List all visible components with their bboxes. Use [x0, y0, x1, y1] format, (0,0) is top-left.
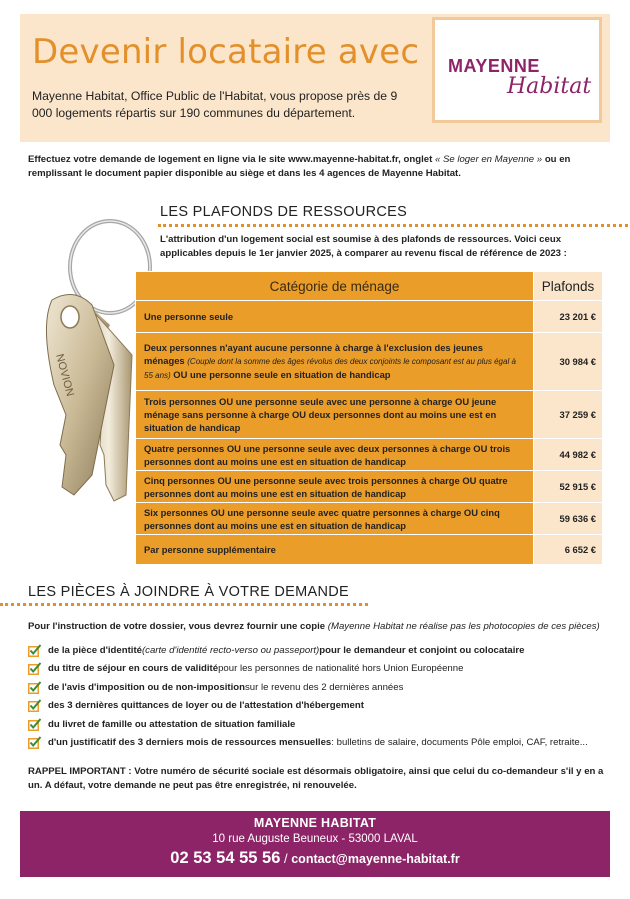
row-value: 59 636 €: [534, 503, 603, 535]
row-value: 44 982 €: [534, 439, 603, 471]
footer-org-name: MAYENNE HABITAT: [253, 816, 377, 830]
column-header-categorie: Catégorie de ménage: [136, 272, 534, 301]
row-category: Par personne supplémentaire: [136, 535, 534, 565]
row-value: 30 984 €: [534, 333, 603, 391]
row-category: Quatre personnes OU une personne seule avec deux personnes à charge OU trois personnes dont au moins une est en situation de handicap: [136, 439, 534, 471]
row-value: 6 652 €: [534, 535, 603, 565]
list-item: [28, 715, 618, 734]
row-category: Cinq personnes OU une personne seule avec trois personnes à charge OU quatre personnes dont au moins une est en situation de handicap: [136, 471, 534, 503]
logo-text-top: MAYENNE: [448, 56, 540, 76]
row-category-end: OU une personne seule en situation de handicap: [173, 369, 391, 380]
checkbox-checked-icon: [28, 718, 42, 731]
header-banner: [20, 14, 610, 142]
plafonds-intro: L'attribution d'un logement social est soumise à des plafonds de ressources. Voici ceux applicables depuis le 1er janvier 2025, à comparer au revenu fiscal de référence de 2023 :: [160, 234, 567, 259]
footer-address: 10 rue Auguste Beuneux - 53000 LAVAL: [212, 833, 418, 845]
mayenne-habitat-logo: [432, 17, 602, 123]
list-item: [28, 734, 618, 753]
list-item: [28, 697, 618, 716]
rappel-important: RAPPEL IMPORTANT : Votre numéro de sécurité sociale est désormais obligatoire, ainsi que celui du co-demandeur s'il y en a un. A défaut, votre demande ne peut pas être enregistrée, ni renouvelée.: [28, 766, 604, 791]
column-header-plafonds: Plafonds: [534, 272, 603, 301]
table-row: [136, 503, 603, 535]
page-title: Devenir locataire avec: [32, 32, 420, 72]
logo-text-bottom: Habitat: [507, 74, 592, 99]
lead-emphasis: « Se loger en Mayenne »: [434, 154, 543, 165]
dotted-divider: [0, 603, 368, 606]
item-bold: de l'avis d'imposition ou de non-imposition: [48, 681, 245, 693]
checkbox-checked-icon: [28, 699, 42, 712]
pieces-checklist: [28, 641, 618, 752]
item-bold: des 3 dernières quittances de loyer ou de l'attestation d'hébergement: [48, 700, 364, 712]
svg-text:NOVION: NOVION: [53, 352, 76, 398]
checkbox-checked-icon: [28, 681, 42, 694]
item-note: (carte d'identité recto-verso ou passeport): [141, 644, 320, 656]
checkbox-checked-icon: [28, 644, 42, 657]
item-bold: du titre de séjour en cours de validité: [48, 663, 219, 675]
row-value: 23 201 €: [534, 301, 603, 333]
list-item: [28, 678, 618, 697]
item-rest: : bulletins de salaire, documents Pôle emploi, CAF, retraite...: [331, 737, 588, 749]
row-category-note: (Couple dont la somme des âges révolus des deux conjoints le composant est au plus égal à 55 ans): [144, 357, 516, 380]
dotted-divider: [158, 224, 628, 227]
table-row: [136, 439, 603, 471]
row-category: Une personne seule: [136, 301, 534, 333]
row-value: 37 259 €: [534, 391, 603, 439]
table-row: [136, 333, 603, 391]
pieces-intro: [28, 621, 600, 632]
list-item: [28, 660, 618, 679]
pieces-intro-note: (Mayenne Habitat ne réalise pas les photocopies de ces pièces): [325, 621, 600, 632]
checkbox-checked-icon: [28, 662, 42, 675]
lead-paragraph: [28, 153, 608, 181]
lead-text-1: Effectuez votre demande de logement en ligne via le site www.mayenne-habitat.fr, onglet: [28, 154, 435, 165]
footer-contact: [20, 811, 610, 877]
section-title-pieces: LES PIÈCES À JOINDRE À VOTRE DEMANDE: [28, 584, 350, 600]
item-bold: d'un justificatif des 3 derniers mois de ressources mensuelles: [48, 737, 332, 749]
footer-phone[interactable]: 02 53 54 55 56: [170, 849, 281, 867]
footer-contact-line: [20, 849, 610, 868]
item-rest: sur le revenu des 2 dernières années: [244, 681, 404, 693]
item-rest: pour les personnes de nationalité hors Union Européenne: [218, 663, 464, 675]
row-category: Trois personnes OU une personne seule avec une personne à charge OU jeune ménage sans personne à charge OU deux personnes dont au moins une est en situation de handicap: [136, 391, 534, 439]
lead-text-2: ou en remplissant le document papier disponible au siège et dans les 4 agences de Mayenne Habitat.: [28, 154, 571, 179]
checkbox-checked-icon: [28, 736, 42, 749]
table-row: [136, 471, 603, 503]
list-item: [28, 641, 618, 660]
intro-text: Mayenne Habitat, Office Public de l'Habitat, vous propose près de 9 000 logements répartis sur 190 communes du département.: [32, 89, 398, 120]
table-row: [136, 301, 603, 333]
row-category-text: Deux personnes n'ayant aucune personne à charge à l'exclusion des jeunes ménages: [144, 342, 483, 366]
pieces-intro-text: Pour l'instruction de votre dossier, vous devrez fournir une copie: [28, 621, 326, 632]
plafonds-table: [135, 271, 603, 565]
item-bold: du livret de famille ou attestation de situation familiale: [48, 718, 296, 730]
footer-email-link[interactable]: contact@mayenne-habitat.fr: [291, 852, 460, 866]
table-row: [136, 391, 603, 439]
item-rest: pour le demandeur et conjoint ou colocataire: [319, 644, 525, 656]
section-title-plafonds: LES PLAFONDS DE RESSOURCES: [160, 204, 408, 220]
footer-separator: /: [280, 851, 292, 866]
row-category: Six personnes OU une personne seule avec quatre personnes à charge OU cinq personnes dont au moins une est en situation de handicap: [136, 503, 534, 535]
row-category: [136, 333, 534, 391]
table-row: [136, 535, 603, 565]
table-header-row: [136, 272, 603, 301]
item-bold: de la pièce d'identité: [48, 644, 142, 656]
row-value: 52 915 €: [534, 471, 603, 503]
